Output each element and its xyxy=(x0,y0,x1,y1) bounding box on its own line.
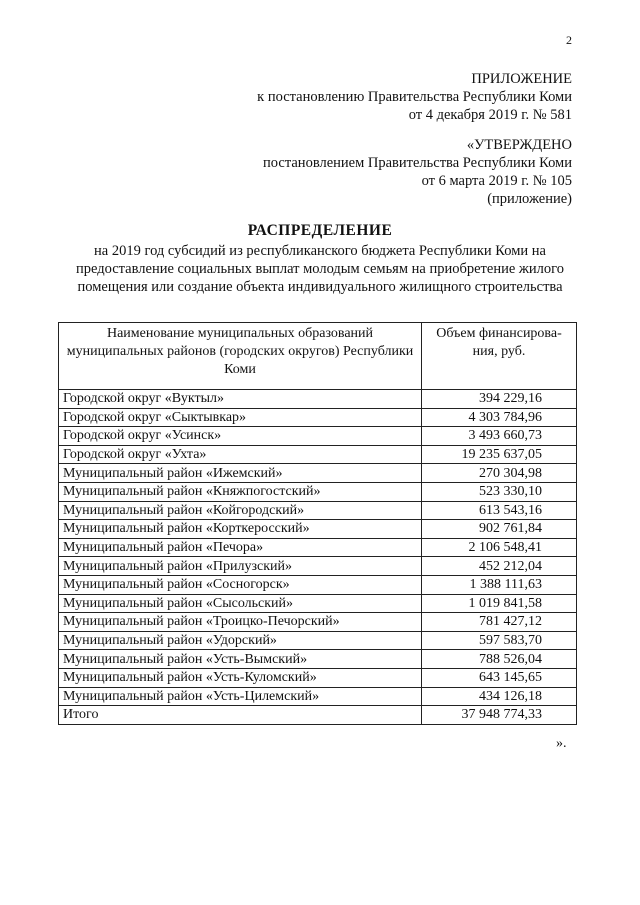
approved-title: «УТВЕРЖДЕНО xyxy=(466,137,572,153)
funding-amount: 523 330,10 xyxy=(422,482,577,501)
table-row xyxy=(59,445,577,464)
table-row xyxy=(59,557,577,576)
funding-amount: 37 948 774,33 xyxy=(422,706,577,725)
total-row xyxy=(59,706,577,725)
funding-amount: 781 427,12 xyxy=(422,613,577,632)
table-row xyxy=(59,575,577,594)
funding-amount: 1 019 841,58 xyxy=(422,594,577,613)
table-row xyxy=(59,408,577,427)
funding-amount: 4 303 784,96 xyxy=(422,408,577,427)
funding-amount: 902 761,84 xyxy=(422,520,577,539)
funding-amount: 2 106 548,41 xyxy=(422,538,577,557)
column-header-name: Наименование муниципальных образований муниципальных районов (городских округов) Республики Коми xyxy=(59,323,422,390)
municipality-name: Муниципальный район «Койгородский» xyxy=(59,501,422,520)
table-row xyxy=(59,390,577,409)
table-row xyxy=(59,501,577,520)
municipality-name: Муниципальный район «Усть-Цилемский» xyxy=(59,687,422,706)
funding-amount: 1 388 111,63 xyxy=(422,575,577,594)
table-row xyxy=(59,613,577,632)
approved-reference: постановлением Правительства Республики Коми xyxy=(263,155,572,171)
municipality-name: Муниципальный район «Удорский» xyxy=(59,631,422,650)
table-row xyxy=(59,594,577,613)
funding-amount: 788 526,04 xyxy=(422,650,577,669)
municipality-name: Городской округ «Вуктыл» xyxy=(59,390,422,409)
funding-amount: 19 235 637,05 xyxy=(422,445,577,464)
municipality-name: Муниципальный район «Корткеросский» xyxy=(59,520,422,539)
municipality-name: Итого xyxy=(59,706,422,725)
table-row xyxy=(59,687,577,706)
funding-amount: 613 543,16 xyxy=(422,501,577,520)
table-row xyxy=(59,650,577,669)
table-row xyxy=(59,427,577,446)
funding-amount: 597 583,70 xyxy=(422,631,577,650)
table-row xyxy=(59,520,577,539)
municipality-name: Городской округ «Ухта» xyxy=(59,445,422,464)
page-number: 2 xyxy=(566,33,572,47)
appendix-date: от 4 декабря 2019 г. № 581 xyxy=(408,107,572,123)
table-row xyxy=(59,538,577,557)
table-row xyxy=(59,631,577,650)
municipality-name: Городской округ «Сыктывкар» xyxy=(59,408,422,427)
municipality-name: Муниципальный район «Усть-Куломский» xyxy=(59,668,422,687)
funding-amount: 643 145,65 xyxy=(422,668,577,687)
municipality-name: Муниципальный район «Княжпогостский» xyxy=(59,482,422,501)
funding-amount: 434 126,18 xyxy=(422,687,577,706)
title-block xyxy=(0,222,640,296)
table-row xyxy=(59,464,577,483)
appendix-reference: к постановлению Правительства Республики Коми xyxy=(257,89,572,105)
municipality-name: Муниципальный район «Печора» xyxy=(59,538,422,557)
table-row xyxy=(59,482,577,501)
column-header-amount: Объем финансирова-ния, руб. xyxy=(422,323,577,390)
municipality-name: Муниципальный район «Троицко-Печорский» xyxy=(59,613,422,632)
appendix-title: ПРИЛОЖЕНИЕ xyxy=(471,71,572,87)
document-title: РАСПРЕДЕЛЕНИЕ xyxy=(247,222,393,239)
municipality-name: Муниципальный район «Усть-Вымский» xyxy=(59,650,422,669)
table-row xyxy=(59,668,577,687)
document-subtitle: на 2019 год субсидий из республиканского бюджета Республики Коми на предоставление социальных выплат молодым семьям на приобретение жилого помещения или создание объекта индивидуального жилищного строительства xyxy=(75,243,565,295)
municipality-name: Муниципальный район «Ижемский» xyxy=(59,464,422,483)
funding-amount: 3 493 660,73 xyxy=(422,427,577,446)
funding-amount: 394 229,16 xyxy=(422,390,577,409)
municipality-name: Муниципальный район «Сысольский» xyxy=(59,594,422,613)
funding-amount: 270 304,98 xyxy=(422,464,577,483)
approved-note: (приложение) xyxy=(487,191,572,207)
table-body xyxy=(59,390,577,725)
approved-header xyxy=(263,136,572,208)
municipality-name: Муниципальный район «Сосногорск» xyxy=(59,575,422,594)
closing-quote: ». xyxy=(556,736,567,751)
municipality-name: Городской округ «Усинск» xyxy=(59,427,422,446)
table-header-row xyxy=(59,323,577,390)
subsidy-table xyxy=(58,322,577,725)
appendix-header xyxy=(257,70,572,124)
funding-amount: 452 212,04 xyxy=(422,557,577,576)
municipality-name: Муниципальный район «Прилузский» xyxy=(59,557,422,576)
approved-date: от 6 марта 2019 г. № 105 xyxy=(421,173,572,189)
